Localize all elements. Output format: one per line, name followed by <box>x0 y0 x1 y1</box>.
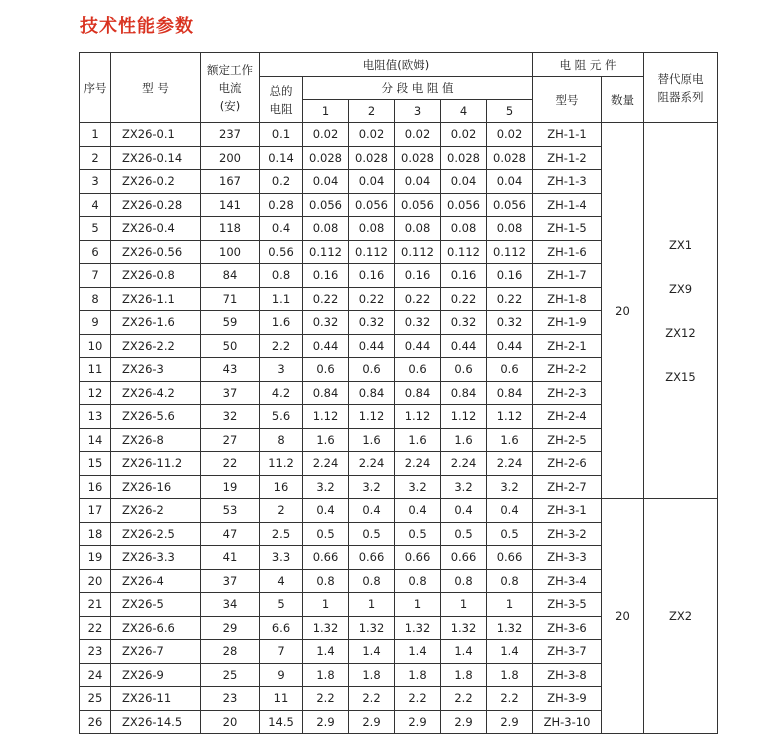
row-model: ZX26-5.6 <box>111 405 201 429</box>
row-segment-value: 2.2 <box>303 687 349 711</box>
row-index: 7 <box>80 264 111 288</box>
row-segment-value: 0.4 <box>349 499 395 523</box>
row-model: ZX26-7 <box>111 640 201 664</box>
row-total-resistance: 1.6 <box>260 311 303 335</box>
row-element-model: ZH-3-7 <box>533 640 602 664</box>
row-segment-value: 0.32 <box>441 311 487 335</box>
row-index: 11 <box>80 358 111 382</box>
row-total-resistance: 4 <box>260 569 303 593</box>
row-segment-value: 0.22 <box>487 287 533 311</box>
row-total-resistance: 3.3 <box>260 546 303 570</box>
row-index: 17 <box>80 499 111 523</box>
row-total-resistance: 9 <box>260 663 303 687</box>
row-segment-value: 2.2 <box>487 687 533 711</box>
row-index: 19 <box>80 546 111 570</box>
row-model: ZX26-0.4 <box>111 217 201 241</box>
row-segment-value: 1.4 <box>441 640 487 664</box>
row-model: ZX26-0.2 <box>111 170 201 194</box>
row-segment-value: 1.8 <box>303 663 349 687</box>
row-segment-value: 1.8 <box>395 663 441 687</box>
row-segment-value: 1 <box>349 593 395 617</box>
header-current <box>201 53 260 123</box>
row-segment-value: 1.12 <box>441 405 487 429</box>
row-element-model: ZH-1-4 <box>533 193 602 217</box>
row-current: 19 <box>201 475 260 499</box>
row-segment-value: 2.9 <box>487 710 533 734</box>
row-element-model: ZH-2-4 <box>533 405 602 429</box>
row-segment-value: 1.8 <box>487 663 533 687</box>
group-element-count: 20 <box>602 123 644 499</box>
row-segment-value: 0.84 <box>303 381 349 405</box>
row-segment-value: 0.112 <box>395 240 441 264</box>
row-segment-value: 0.028 <box>395 146 441 170</box>
row-segment-value: 0.056 <box>441 193 487 217</box>
row-segment-value: 1 <box>487 593 533 617</box>
row-segment-value: 1.32 <box>349 616 395 640</box>
row-element-model: ZH-3-9 <box>533 687 602 711</box>
row-segment-value: 0.02 <box>349 123 395 147</box>
row-segment-value: 2.2 <box>349 687 395 711</box>
row-segment-value: 0.112 <box>487 240 533 264</box>
row-index: 5 <box>80 217 111 241</box>
row-model: ZX26-16 <box>111 475 201 499</box>
row-total-resistance: 3 <box>260 358 303 382</box>
row-segment-value: 0.6 <box>303 358 349 382</box>
row-segment-value: 0.5 <box>395 522 441 546</box>
row-segment-value: 2.24 <box>395 452 441 476</box>
header-segment-group: 分 段 电 阻 值 <box>303 77 533 100</box>
row-segment-value: 0.8 <box>441 569 487 593</box>
row-segment-value: 0.44 <box>441 334 487 358</box>
row-current: 118 <box>201 217 260 241</box>
header-total-line: 总的 <box>269 83 293 98</box>
row-index: 26 <box>80 710 111 734</box>
row-segment-value: 1.4 <box>395 640 441 664</box>
row-current: 47 <box>201 522 260 546</box>
row-total-resistance: 5.6 <box>260 405 303 429</box>
row-segment-value: 2.24 <box>349 452 395 476</box>
row-segment-value: 3.2 <box>395 475 441 499</box>
row-model: ZX26-4 <box>111 569 201 593</box>
row-segment-value: 0.32 <box>303 311 349 335</box>
row-segment-value: 0.6 <box>441 358 487 382</box>
row-segment-value: 0.028 <box>349 146 395 170</box>
row-element-model: ZH-3-4 <box>533 569 602 593</box>
row-segment-value: 0.4 <box>441 499 487 523</box>
row-model: ZX26-6.6 <box>111 616 201 640</box>
row-index: 1 <box>80 123 111 147</box>
row-segment-value: 0.84 <box>441 381 487 405</box>
row-element-model: ZH-2-1 <box>533 334 602 358</box>
row-model: ZX26-0.28 <box>111 193 201 217</box>
row-total-resistance: 16 <box>260 475 303 499</box>
group-replace-series <box>644 123 718 499</box>
row-total-resistance: 6.6 <box>260 616 303 640</box>
row-total-resistance: 11.2 <box>260 452 303 476</box>
row-segment-value: 1.12 <box>349 405 395 429</box>
row-element-model: ZH-2-6 <box>533 452 602 476</box>
row-element-model: ZH-1-3 <box>533 170 602 194</box>
series-name: ZX9 <box>668 281 693 296</box>
row-current: 41 <box>201 546 260 570</box>
row-segment-value: 0.5 <box>303 522 349 546</box>
row-current: 22 <box>201 452 260 476</box>
row-total-resistance: 2 <box>260 499 303 523</box>
row-total-resistance: 2.5 <box>260 522 303 546</box>
row-current: 71 <box>201 287 260 311</box>
row-segment-value: 0.22 <box>349 287 395 311</box>
row-segment-value: 0.08 <box>441 217 487 241</box>
row-element-model: ZH-2-7 <box>533 475 602 499</box>
row-total-resistance: 5 <box>260 593 303 617</box>
row-segment-value: 0.8 <box>349 569 395 593</box>
row-index: 25 <box>80 687 111 711</box>
row-index: 15 <box>80 452 111 476</box>
row-segment-value: 0.44 <box>303 334 349 358</box>
row-segment-value: 0.16 <box>487 264 533 288</box>
row-model: ZX26-4.2 <box>111 381 201 405</box>
row-segment-value: 0.08 <box>487 217 533 241</box>
row-model: ZX26-2.5 <box>111 522 201 546</box>
row-segment-value: 0.84 <box>349 381 395 405</box>
row-segment-value: 1.8 <box>441 663 487 687</box>
row-total-resistance: 0.14 <box>260 146 303 170</box>
row-element-model: ZH-1-5 <box>533 217 602 241</box>
row-current: 23 <box>201 687 260 711</box>
header-element-model: 型号 <box>533 77 602 123</box>
row-segment-value: 0.08 <box>349 217 395 241</box>
row-segment-value: 1.32 <box>303 616 349 640</box>
row-segment-value: 2.2 <box>441 687 487 711</box>
row-element-model: ZH-3-10 <box>533 710 602 734</box>
row-segment-value: 0.8 <box>487 569 533 593</box>
header-current-line: 额定工作 <box>207 62 253 77</box>
series-name: ZX15 <box>665 369 696 384</box>
row-segment-value: 1.4 <box>349 640 395 664</box>
row-segment-value: 0.22 <box>441 287 487 311</box>
row-index: 13 <box>80 405 111 429</box>
row-segment-value: 0.4 <box>303 499 349 523</box>
header-segment: 3 <box>395 100 441 123</box>
row-index: 8 <box>80 287 111 311</box>
row-segment-value: 0.16 <box>349 264 395 288</box>
row-current: 29 <box>201 616 260 640</box>
row-segment-value: 0.5 <box>349 522 395 546</box>
header-replace <box>644 53 718 123</box>
table-row <box>80 123 718 147</box>
row-segment-value: 0.02 <box>395 123 441 147</box>
row-segment-value: 2.9 <box>441 710 487 734</box>
row-current: 32 <box>201 405 260 429</box>
row-current: 20 <box>201 710 260 734</box>
row-segment-value: 0.66 <box>487 546 533 570</box>
row-segment-value: 0.44 <box>487 334 533 358</box>
row-element-model: ZH-3-1 <box>533 499 602 523</box>
row-element-model: ZH-3-3 <box>533 546 602 570</box>
row-segment-value: 2.24 <box>303 452 349 476</box>
row-segment-value: 0.04 <box>349 170 395 194</box>
header-resistance-group: 电阻值(欧姆) <box>260 53 533 77</box>
row-segment-value: 0.5 <box>487 522 533 546</box>
spec-table <box>79 52 718 734</box>
row-total-resistance: 0.2 <box>260 170 303 194</box>
row-element-model: ZH-1-6 <box>533 240 602 264</box>
row-segment-value: 0.6 <box>349 358 395 382</box>
row-segment-value: 0.08 <box>395 217 441 241</box>
row-segment-value: 0.32 <box>349 311 395 335</box>
row-segment-value: 0.04 <box>395 170 441 194</box>
header-segment: 1 <box>303 100 349 123</box>
row-model: ZX26-0.14 <box>111 146 201 170</box>
row-segment-value: 0.02 <box>441 123 487 147</box>
row-current: 167 <box>201 170 260 194</box>
row-index: 20 <box>80 569 111 593</box>
row-segment-value: 3.2 <box>441 475 487 499</box>
row-segment-value: 1.6 <box>303 428 349 452</box>
row-segment-value: 0.02 <box>303 123 349 147</box>
row-index: 14 <box>80 428 111 452</box>
row-segment-value: 0.04 <box>487 170 533 194</box>
row-segment-value: 2.24 <box>441 452 487 476</box>
series-name: ZX12 <box>665 325 696 340</box>
row-index: 9 <box>80 311 111 335</box>
row-segment-value: 0.16 <box>395 264 441 288</box>
row-segment-value: 1.6 <box>441 428 487 452</box>
row-element-model: ZH-3-2 <box>533 522 602 546</box>
row-current: 37 <box>201 381 260 405</box>
row-segment-value: 1.32 <box>487 616 533 640</box>
row-current: 59 <box>201 311 260 335</box>
row-segment-value: 0.028 <box>441 146 487 170</box>
row-index: 16 <box>80 475 111 499</box>
row-index: 24 <box>80 663 111 687</box>
row-segment-value: 1.6 <box>349 428 395 452</box>
row-model: ZX26-2 <box>111 499 201 523</box>
row-current: 53 <box>201 499 260 523</box>
row-segment-value: 0.056 <box>303 193 349 217</box>
row-current: 100 <box>201 240 260 264</box>
header-segment: 2 <box>349 100 395 123</box>
row-segment-value: 0.028 <box>487 146 533 170</box>
row-segment-value: 0.112 <box>441 240 487 264</box>
row-segment-value: 0.16 <box>303 264 349 288</box>
row-total-resistance: 4.2 <box>260 381 303 405</box>
row-total-resistance: 2.2 <box>260 334 303 358</box>
row-total-resistance: 7 <box>260 640 303 664</box>
row-segment-value: 2.2 <box>395 687 441 711</box>
row-segment-value: 0.112 <box>349 240 395 264</box>
row-index: 23 <box>80 640 111 664</box>
row-current: 34 <box>201 593 260 617</box>
row-current: 27 <box>201 428 260 452</box>
row-segment-value: 0.5 <box>441 522 487 546</box>
row-current: 84 <box>201 264 260 288</box>
row-element-model: ZH-1-1 <box>533 123 602 147</box>
row-model: ZX26-11 <box>111 687 201 711</box>
row-total-resistance: 0.4 <box>260 217 303 241</box>
row-total-resistance: 14.5 <box>260 710 303 734</box>
row-segment-value: 0.4 <box>487 499 533 523</box>
row-model: ZX26-1.6 <box>111 311 201 335</box>
row-index: 4 <box>80 193 111 217</box>
row-segment-value: 0.6 <box>395 358 441 382</box>
header-replace-line: 阻器系列 <box>657 89 704 104</box>
row-segment-value: 0.056 <box>395 193 441 217</box>
row-segment-value: 0.02 <box>487 123 533 147</box>
row-segment-value: 1.4 <box>303 640 349 664</box>
row-segment-value: 1 <box>441 593 487 617</box>
row-element-model: ZH-3-6 <box>533 616 602 640</box>
row-element-model: ZH-1-8 <box>533 287 602 311</box>
row-element-model: ZH-1-2 <box>533 146 602 170</box>
row-total-resistance: 8 <box>260 428 303 452</box>
row-total-resistance: 0.8 <box>260 264 303 288</box>
header-replace-line: 替代原电 <box>657 71 704 86</box>
row-segment-value: 0.84 <box>487 381 533 405</box>
row-segment-value: 1.12 <box>303 405 349 429</box>
row-segment-value: 1.12 <box>395 405 441 429</box>
row-index: 6 <box>80 240 111 264</box>
row-element-model: ZH-1-9 <box>533 311 602 335</box>
row-segment-value: 0.028 <box>303 146 349 170</box>
row-index: 12 <box>80 381 111 405</box>
row-segment-value: 0.32 <box>395 311 441 335</box>
table-body <box>80 123 718 734</box>
row-model: ZX26-1.1 <box>111 287 201 311</box>
row-segment-value: 0.04 <box>303 170 349 194</box>
row-model: ZX26-14.5 <box>111 710 201 734</box>
row-model: ZX26-8 <box>111 428 201 452</box>
row-current: 200 <box>201 146 260 170</box>
header-index: 序号 <box>80 53 111 123</box>
row-index: 10 <box>80 334 111 358</box>
row-model: ZX26-0.1 <box>111 123 201 147</box>
header-total <box>260 77 303 123</box>
row-segment-value: 2.9 <box>303 710 349 734</box>
row-element-model: ZH-3-8 <box>533 663 602 687</box>
series-name: ZX2 <box>668 609 693 623</box>
row-segment-value: 0.66 <box>441 546 487 570</box>
row-segment-value: 0.22 <box>303 287 349 311</box>
row-segment-value: 1.32 <box>395 616 441 640</box>
row-segment-value: 1.32 <box>441 616 487 640</box>
row-current: 50 <box>201 334 260 358</box>
row-segment-value: 1.4 <box>487 640 533 664</box>
row-total-resistance: 11 <box>260 687 303 711</box>
row-index: 21 <box>80 593 111 617</box>
row-segment-value: 0.04 <box>441 170 487 194</box>
row-element-model: ZH-2-3 <box>533 381 602 405</box>
group-replace-series <box>644 499 718 734</box>
row-segment-value: 1.6 <box>395 428 441 452</box>
row-segment-value: 0.8 <box>303 569 349 593</box>
header-element-count: 数量 <box>602 77 644 123</box>
table-row <box>80 499 718 523</box>
row-segment-value: 1.8 <box>349 663 395 687</box>
row-segment-value: 0.056 <box>349 193 395 217</box>
row-model: ZX26-11.2 <box>111 452 201 476</box>
row-segment-value: 0.32 <box>487 311 533 335</box>
row-segment-value: 0.112 <box>303 240 349 264</box>
row-current: 37 <box>201 569 260 593</box>
row-segment-value: 1.6 <box>487 428 533 452</box>
row-segment-value: 3.2 <box>303 475 349 499</box>
row-total-resistance: 0.56 <box>260 240 303 264</box>
row-segment-value: 0.84 <box>395 381 441 405</box>
row-total-resistance: 1.1 <box>260 287 303 311</box>
row-segment-value: 3.2 <box>349 475 395 499</box>
row-segment-value: 3.2 <box>487 475 533 499</box>
row-model: ZX26-9 <box>111 663 201 687</box>
header-segment: 4 <box>441 100 487 123</box>
header-element-group: 电 阻 元 件 <box>533 53 644 77</box>
row-segment-value: 1.12 <box>487 405 533 429</box>
row-segment-value: 1 <box>303 593 349 617</box>
row-total-resistance: 0.1 <box>260 123 303 147</box>
row-segment-value: 0.22 <box>395 287 441 311</box>
row-element-model: ZH-3-5 <box>533 593 602 617</box>
row-segment-value: 0.66 <box>395 546 441 570</box>
series-name: ZX1 <box>668 237 693 252</box>
row-index: 3 <box>80 170 111 194</box>
header-model: 型 号 <box>111 53 201 123</box>
header-current-line: (安) <box>219 98 241 113</box>
row-current: 141 <box>201 193 260 217</box>
header-total-line: 电阻 <box>269 101 293 116</box>
row-segment-value: 2.24 <box>487 452 533 476</box>
row-model: ZX26-3 <box>111 358 201 382</box>
row-current: 43 <box>201 358 260 382</box>
row-model: ZX26-5 <box>111 593 201 617</box>
row-current: 28 <box>201 640 260 664</box>
page-title: 技术性能参数 <box>80 16 194 37</box>
row-segment-value: 0.66 <box>349 546 395 570</box>
row-index: 22 <box>80 616 111 640</box>
row-segment-value: 0.4 <box>395 499 441 523</box>
row-segment-value: 2.9 <box>349 710 395 734</box>
group-element-count: 20 <box>602 499 644 734</box>
row-segment-value: 0.16 <box>441 264 487 288</box>
row-segment-value: 1 <box>395 593 441 617</box>
row-segment-value: 0.056 <box>487 193 533 217</box>
row-element-model: ZH-1-7 <box>533 264 602 288</box>
row-index: 18 <box>80 522 111 546</box>
row-current: 237 <box>201 123 260 147</box>
row-model: ZX26-0.56 <box>111 240 201 264</box>
row-segment-value: 0.6 <box>487 358 533 382</box>
header-segment: 5 <box>487 100 533 123</box>
row-total-resistance: 0.28 <box>260 193 303 217</box>
row-segment-value: 0.08 <box>303 217 349 241</box>
row-model: ZX26-2.2 <box>111 334 201 358</box>
row-segment-value: 0.8 <box>395 569 441 593</box>
header-current-line: 电流 <box>218 80 242 95</box>
row-segment-value: 0.44 <box>349 334 395 358</box>
row-segment-value: 0.44 <box>395 334 441 358</box>
row-element-model: ZH-2-2 <box>533 358 602 382</box>
row-element-model: ZH-2-5 <box>533 428 602 452</box>
row-model: ZX26-3.3 <box>111 546 201 570</box>
row-segment-value: 2.9 <box>395 710 441 734</box>
row-index: 2 <box>80 146 111 170</box>
row-segment-value: 0.66 <box>303 546 349 570</box>
row-model: ZX26-0.8 <box>111 264 201 288</box>
row-current: 25 <box>201 663 260 687</box>
